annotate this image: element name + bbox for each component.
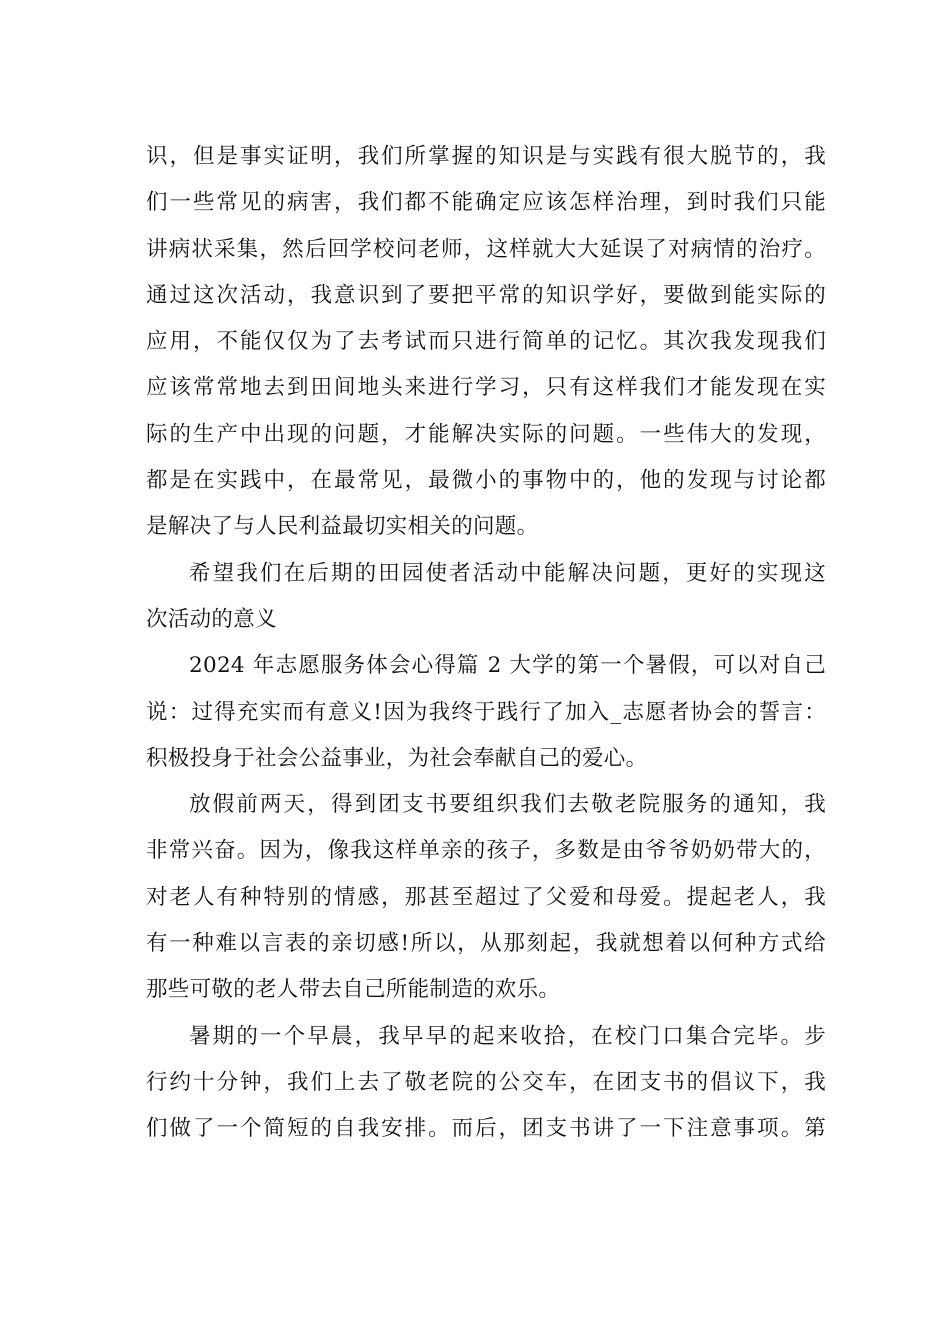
text-line: 放假前两天，得到团支书要组织我们去敬老院服务的通知，我 [189,792,826,818]
text-line: 希望我们在后期的田园使者活动中能解决问题，更好的实现这 [189,560,826,586]
paragraph-1 [146,134,826,551]
text-line: 是解决了与人民利益最切实相关的问题。 [146,514,539,540]
text-line: 非常兴奋。因为，像我这样单亲的孩子，多数是由爷爷奶奶带大的， [146,838,826,864]
text-line: 对老人有种特别的情感，那甚至超过了父爱和母爱。提起老人，我 [146,884,826,910]
text-line: 应用，不能仅仅为了去考试而只进行简单的记忆。其次我发现我们 [146,329,826,355]
text-line: 那些可敬的老人带去自己所能制造的欢乐。 [146,977,561,1003]
text-line: 们做了一个简短的自我安排。而后，团支书讲了一下注意事项。第 [146,1116,826,1142]
text-line: 行约十分钟，我们上去了敬老院的公交车，在团支书的倡议下，我 [146,1069,826,1095]
text-line: 识，但是事实证明，我们所掌握的知识是与实践有很大脱节的，我 [146,144,826,169]
paragraph-5 [146,1014,826,1153]
paragraph-4 [146,782,826,1013]
text-line: 暑期的一个早晨，我早早的起来收拾，在校门口集合完毕。步 [189,1023,826,1049]
text-line: 们一些常见的病害，我们都不能确定应该怎样治理，到时我们只能 [146,190,826,216]
text-line: 讲病状采集，然后回学校问老师，这样就大大延误了对病情的治疗。 [146,236,826,262]
paragraph-2 [146,551,826,644]
text-line: 说：过得充实而有意义!因为我终于践行了加入_志愿者协会的誓言： [146,699,826,725]
text-line: 际的生产中出现的问题，才能解决实际的问题。一些伟大的发现， [146,421,826,447]
text-line: 通过这次活动，我意识到了要把平常的知识学好，要做到能实际的 [146,282,826,308]
text-line: 积极投身于社会公益事业，为社会奉献自己的爱心。 [146,745,648,771]
text-line: 都是在实践中，在最常见，最微小的事物中的，他的发现与讨论都 [146,468,826,494]
text-line: 应该常常地去到田间地头来进行学习，只有这样我们才能发现在实 [146,375,826,401]
text-line: 次活动的意义 [146,606,277,632]
paragraph-3 [146,643,826,782]
body-text [146,134,826,1153]
text-line: 有一种难以言表的亲切感!所以，从那刻起，我就想着以何种方式给 [146,931,826,957]
text-line: 2024 年志愿服务体会心得篇 2 大学的第一个暑假，可以对自己 [189,653,826,679]
